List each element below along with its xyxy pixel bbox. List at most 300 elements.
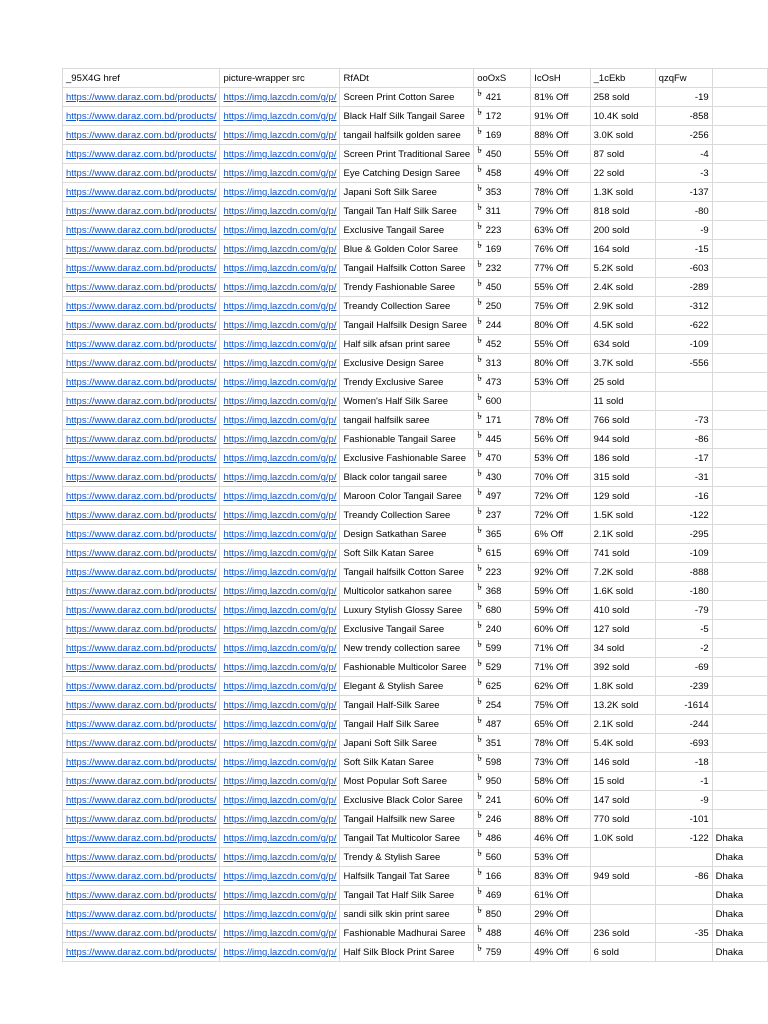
price-value: 625 [485, 681, 502, 692]
product-link[interactable]: https://www.daraz.com.bd/products/ [66, 263, 217, 274]
table-row [63, 943, 768, 962]
product-link[interactable]: https://www.daraz.com.bd/products/ [66, 890, 217, 901]
price-value: 488 [485, 928, 502, 939]
currency-symbol: ৳ [477, 316, 482, 327]
product-link[interactable]: https://www.daraz.com.bd/products/ [66, 244, 217, 255]
table-row [63, 867, 768, 886]
product-link[interactable]: https://www.daraz.com.bd/products/ [66, 282, 217, 293]
price-cell [474, 791, 531, 810]
image-link[interactable]: https://img.lazcdn.com/g/p/ [223, 624, 337, 635]
sold-count-cell: 127 sold [590, 620, 655, 639]
image-link[interactable]: https://img.lazcdn.com/g/p/ [223, 681, 337, 692]
image-link-cell [220, 658, 340, 677]
currency-symbol: ৳ [477, 734, 482, 745]
price-cell [474, 620, 531, 639]
column-header: picture-wrapper src [220, 69, 340, 88]
product-link-cell [63, 506, 220, 525]
table-row [63, 924, 768, 943]
price-cell [474, 183, 531, 202]
image-link[interactable]: https://img.lazcdn.com/g/p/ [223, 814, 337, 825]
image-link[interactable]: https://img.lazcdn.com/g/p/ [223, 700, 337, 711]
currency-symbol: ৳ [477, 297, 482, 308]
price-cell [474, 753, 531, 772]
product-link[interactable]: https://www.daraz.com.bd/products/ [66, 377, 217, 388]
product-link[interactable]: https://www.daraz.com.bd/products/ [66, 871, 217, 882]
product-link[interactable]: https://www.daraz.com.bd/products/ [66, 187, 217, 198]
product-link-cell [63, 829, 220, 848]
table-row [63, 506, 768, 525]
image-link[interactable]: https://img.lazcdn.com/g/p/ [223, 719, 337, 730]
image-link[interactable]: https://img.lazcdn.com/g/p/ [223, 415, 337, 426]
product-link[interactable]: https://www.daraz.com.bd/products/ [66, 586, 217, 597]
sold-count-cell: 949 sold [590, 867, 655, 886]
currency-symbol: ৳ [477, 468, 482, 479]
product-link-cell [63, 772, 220, 791]
price-cell [474, 563, 531, 582]
table-row [63, 753, 768, 772]
price-cell [474, 525, 531, 544]
image-link[interactable]: https://img.lazcdn.com/g/p/ [223, 890, 337, 901]
change-value-cell: -19 [655, 88, 712, 107]
image-link[interactable]: https://img.lazcdn.com/g/p/ [223, 909, 337, 920]
product-link-cell [63, 715, 220, 734]
image-link[interactable]: https://img.lazcdn.com/g/p/ [223, 643, 337, 654]
product-link[interactable]: https://www.daraz.com.bd/products/ [66, 510, 217, 521]
currency-symbol: ৳ [477, 677, 482, 688]
price-cell [474, 848, 531, 867]
image-link[interactable]: https://img.lazcdn.com/g/p/ [223, 434, 337, 445]
product-link[interactable]: https://www.daraz.com.bd/products/ [66, 206, 217, 217]
price-value: 169 [485, 244, 502, 255]
product-link[interactable]: https://www.daraz.com.bd/products/ [66, 92, 217, 103]
column-header [712, 69, 767, 88]
product-link[interactable]: https://www.daraz.com.bd/products/ [66, 814, 217, 825]
product-link[interactable]: https://www.daraz.com.bd/products/ [66, 738, 217, 749]
price-cell [474, 449, 531, 468]
price-cell [474, 772, 531, 791]
image-link-cell [220, 430, 340, 449]
column-header: ooOxS [474, 69, 531, 88]
table-row [63, 449, 768, 468]
change-value-cell: -18 [655, 753, 712, 772]
discount-cell: 69% Off [531, 544, 590, 563]
change-value-cell: -73 [655, 411, 712, 430]
product-name-cell: tangail halfsilk golden saree [340, 126, 474, 145]
image-link-cell [220, 810, 340, 829]
image-link[interactable]: https://img.lazcdn.com/g/p/ [223, 548, 337, 559]
sold-count-cell: 944 sold [590, 430, 655, 449]
product-link[interactable]: https://www.daraz.com.bd/products/ [66, 681, 217, 692]
location-cell [712, 468, 767, 487]
image-link-cell [220, 867, 340, 886]
product-link[interactable]: https://www.daraz.com.bd/products/ [66, 624, 217, 635]
sold-count-cell: 1.3K sold [590, 183, 655, 202]
table-row [63, 810, 768, 829]
product-name-cell: tangail halfsilk saree [340, 411, 474, 430]
sold-count-cell: 1.8K sold [590, 677, 655, 696]
image-link-cell [220, 943, 340, 962]
sold-count-cell: 34 sold [590, 639, 655, 658]
currency-symbol: ৳ [477, 829, 482, 840]
location-cell [712, 715, 767, 734]
discount-cell: 55% Off [531, 145, 590, 164]
table-row [63, 525, 768, 544]
image-link-cell [220, 582, 340, 601]
price-cell [474, 468, 531, 487]
currency-symbol: ৳ [477, 943, 482, 954]
currency-symbol: ৳ [477, 886, 482, 897]
sold-count-cell: 236 sold [590, 924, 655, 943]
location-cell: Dhaka [712, 943, 767, 962]
price-cell [474, 506, 531, 525]
product-name-cell: Exclusive Tangail Saree [340, 620, 474, 639]
change-value-cell: -4 [655, 145, 712, 164]
image-link[interactable]: https://img.lazcdn.com/g/p/ [223, 605, 337, 616]
location-cell [712, 164, 767, 183]
table-row [63, 430, 768, 449]
price-cell [474, 411, 531, 430]
product-link[interactable]: https://www.daraz.com.bd/products/ [66, 339, 217, 350]
image-link[interactable]: https://img.lazcdn.com/g/p/ [223, 833, 337, 844]
product-link[interactable]: https://www.daraz.com.bd/products/ [66, 472, 217, 483]
price-value: 232 [485, 263, 502, 274]
location-cell [712, 354, 767, 373]
table-row [63, 335, 768, 354]
product-link-cell [63, 183, 220, 202]
product-link-cell [63, 202, 220, 221]
discount-cell: 59% Off [531, 582, 590, 601]
product-link-cell [63, 582, 220, 601]
change-value-cell [655, 905, 712, 924]
price-value: 445 [485, 434, 502, 445]
sold-count-cell: 147 sold [590, 791, 655, 810]
change-value-cell: -31 [655, 468, 712, 487]
image-link[interactable]: https://img.lazcdn.com/g/p/ [223, 472, 337, 483]
image-link[interactable]: https://img.lazcdn.com/g/p/ [223, 111, 337, 122]
image-link[interactable]: https://img.lazcdn.com/g/p/ [223, 339, 337, 350]
product-link[interactable]: https://www.daraz.com.bd/products/ [66, 225, 217, 236]
image-link[interactable]: https://img.lazcdn.com/g/p/ [223, 662, 337, 673]
location-cell: Dhaka [712, 905, 767, 924]
product-name-cell: Trendy & Stylish Saree [340, 848, 474, 867]
product-link[interactable]: https://www.daraz.com.bd/products/ [66, 795, 217, 806]
price-value: 470 [485, 453, 502, 464]
currency-symbol: ৳ [477, 791, 482, 802]
image-link[interactable]: https://img.lazcdn.com/g/p/ [223, 301, 337, 312]
currency-symbol: ৳ [477, 696, 482, 707]
product-link[interactable]: https://www.daraz.com.bd/products/ [66, 149, 217, 160]
location-cell [712, 449, 767, 468]
currency-symbol: ৳ [477, 620, 482, 631]
change-value-cell [655, 943, 712, 962]
product-name-cell: Tangail Tat Half Silk Saree [340, 886, 474, 905]
image-link[interactable]: https://img.lazcdn.com/g/p/ [223, 92, 337, 103]
image-link-cell [220, 544, 340, 563]
product-link-cell [63, 810, 220, 829]
product-link[interactable]: https://www.daraz.com.bd/products/ [66, 168, 217, 179]
currency-symbol: ৳ [477, 392, 482, 403]
table-row [63, 411, 768, 430]
image-link-cell [220, 886, 340, 905]
price-cell [474, 582, 531, 601]
image-link[interactable]: https://img.lazcdn.com/g/p/ [223, 757, 337, 768]
product-link-cell [63, 297, 220, 316]
change-value-cell: -3 [655, 164, 712, 183]
product-name-cell: Japani Soft Silk Saree [340, 734, 474, 753]
image-link[interactable]: https://img.lazcdn.com/g/p/ [223, 871, 337, 882]
column-header: _1cEkb [590, 69, 655, 88]
discount-cell: 60% Off [531, 620, 590, 639]
product-link[interactable]: https://www.daraz.com.bd/products/ [66, 396, 217, 407]
sold-count-cell [590, 905, 655, 924]
product-link[interactable]: https://www.daraz.com.bd/products/ [66, 111, 217, 122]
image-link[interactable]: https://img.lazcdn.com/g/p/ [223, 852, 337, 863]
location-cell [712, 582, 767, 601]
discount-cell: 72% Off [531, 506, 590, 525]
sold-count-cell: 315 sold [590, 468, 655, 487]
image-link[interactable]: https://img.lazcdn.com/g/p/ [223, 149, 337, 160]
image-link[interactable]: https://img.lazcdn.com/g/p/ [223, 225, 337, 236]
image-link-cell [220, 468, 340, 487]
change-value-cell: -80 [655, 202, 712, 221]
sold-count-cell: 1.0K sold [590, 829, 655, 848]
change-value-cell: -9 [655, 221, 712, 240]
product-link[interactable]: https://www.daraz.com.bd/products/ [66, 529, 217, 540]
image-link-cell [220, 164, 340, 183]
product-link[interactable]: https://www.daraz.com.bd/products/ [66, 320, 217, 331]
image-link-cell [220, 772, 340, 791]
price-value: 759 [485, 947, 502, 958]
sold-count-cell: 2.1K sold [590, 715, 655, 734]
currency-symbol: ৳ [477, 563, 482, 574]
product-name-cell: sandi silk skin print saree [340, 905, 474, 924]
image-link-cell [220, 145, 340, 164]
image-link[interactable]: https://img.lazcdn.com/g/p/ [223, 396, 337, 407]
image-link-cell [220, 753, 340, 772]
change-value-cell: -256 [655, 126, 712, 145]
table-row [63, 848, 768, 867]
image-link-cell [220, 392, 340, 411]
image-link[interactable]: https://img.lazcdn.com/g/p/ [223, 206, 337, 217]
price-cell [474, 221, 531, 240]
product-name-cell: Exclusive Fashionable Saree [340, 449, 474, 468]
image-link[interactable]: https://img.lazcdn.com/g/p/ [223, 776, 337, 787]
price-value: 351 [485, 738, 502, 749]
price-value: 223 [485, 567, 502, 578]
location-cell [712, 696, 767, 715]
image-link[interactable]: https://img.lazcdn.com/g/p/ [223, 795, 337, 806]
product-link[interactable]: https://www.daraz.com.bd/products/ [66, 776, 217, 787]
change-value-cell: -17 [655, 449, 712, 468]
image-link[interactable]: https://img.lazcdn.com/g/p/ [223, 947, 337, 958]
table-row [63, 658, 768, 677]
product-name-cell: Black Half Silk Tangail Saree [340, 107, 474, 126]
image-link-cell [220, 696, 340, 715]
discount-cell: 78% Off [531, 734, 590, 753]
change-value-cell: -603 [655, 259, 712, 278]
product-name-cell: Half silk afsan print saree [340, 335, 474, 354]
price-cell [474, 905, 531, 924]
currency-symbol: ৳ [477, 658, 482, 669]
price-cell [474, 202, 531, 221]
currency-symbol: ৳ [477, 278, 482, 289]
image-link[interactable]: https://img.lazcdn.com/g/p/ [223, 567, 337, 578]
currency-symbol: ৳ [477, 183, 482, 194]
sold-count-cell: 11 sold [590, 392, 655, 411]
product-link[interactable]: https://www.daraz.com.bd/products/ [66, 947, 217, 958]
product-link[interactable]: https://www.daraz.com.bd/products/ [66, 491, 217, 502]
image-link[interactable]: https://img.lazcdn.com/g/p/ [223, 491, 337, 502]
product-link[interactable]: https://www.daraz.com.bd/products/ [66, 605, 217, 616]
product-name-cell: Tangail Halfsilk new Saree [340, 810, 474, 829]
change-value-cell: -1 [655, 772, 712, 791]
table-row [63, 639, 768, 658]
location-cell [712, 335, 767, 354]
location-cell: Dhaka [712, 886, 767, 905]
sold-count-cell: 7.2K sold [590, 563, 655, 582]
change-value-cell: -295 [655, 525, 712, 544]
image-link[interactable]: https://img.lazcdn.com/g/p/ [223, 263, 337, 274]
image-link[interactable]: https://img.lazcdn.com/g/p/ [223, 377, 337, 388]
product-link[interactable]: https://www.daraz.com.bd/products/ [66, 719, 217, 730]
product-name-cell: Luxury Stylish Glossy Saree [340, 601, 474, 620]
image-link[interactable]: https://img.lazcdn.com/g/p/ [223, 130, 337, 141]
price-value: 487 [485, 719, 502, 730]
location-cell [712, 221, 767, 240]
discount-cell: 71% Off [531, 658, 590, 677]
image-link[interactable]: https://img.lazcdn.com/g/p/ [223, 453, 337, 464]
image-link-cell [220, 639, 340, 658]
price-cell [474, 392, 531, 411]
product-name-cell: Tangail Half-Silk Saree [340, 696, 474, 715]
sold-count-cell: 2.1K sold [590, 525, 655, 544]
product-name-cell: Women's Half Silk Saree [340, 392, 474, 411]
table-row [63, 107, 768, 126]
discount-cell: 53% Off [531, 373, 590, 392]
product-link[interactable]: https://www.daraz.com.bd/products/ [66, 130, 217, 141]
currency-symbol: ৳ [477, 221, 482, 232]
image-link-cell [220, 601, 340, 620]
product-link[interactable]: https://www.daraz.com.bd/products/ [66, 548, 217, 559]
product-link[interactable]: https://www.daraz.com.bd/products/ [66, 567, 217, 578]
change-value-cell: -86 [655, 867, 712, 886]
price-value: 353 [485, 187, 502, 198]
table-row [63, 620, 768, 639]
image-link[interactable]: https://img.lazcdn.com/g/p/ [223, 358, 337, 369]
product-link-cell [63, 468, 220, 487]
product-link[interactable]: https://www.daraz.com.bd/products/ [66, 700, 217, 711]
product-link[interactable]: https://www.daraz.com.bd/products/ [66, 643, 217, 654]
product-link[interactable]: https://www.daraz.com.bd/products/ [66, 453, 217, 464]
image-link[interactable]: https://img.lazcdn.com/g/p/ [223, 244, 337, 255]
location-cell [712, 107, 767, 126]
image-link[interactable]: https://img.lazcdn.com/g/p/ [223, 738, 337, 749]
product-link[interactable]: https://www.daraz.com.bd/products/ [66, 662, 217, 673]
product-link[interactable]: https://www.daraz.com.bd/products/ [66, 928, 217, 939]
product-link[interactable]: https://www.daraz.com.bd/products/ [66, 833, 217, 844]
product-name-cell: Eye Catching Design Saree [340, 164, 474, 183]
product-link[interactable]: https://www.daraz.com.bd/products/ [66, 358, 217, 369]
product-link[interactable]: https://www.daraz.com.bd/products/ [66, 301, 217, 312]
product-link-cell [63, 373, 220, 392]
location-cell [712, 316, 767, 335]
image-link[interactable]: https://img.lazcdn.com/g/p/ [223, 928, 337, 939]
image-link-cell [220, 278, 340, 297]
image-link[interactable]: https://img.lazcdn.com/g/p/ [223, 510, 337, 521]
location-cell [712, 430, 767, 449]
change-value-cell: -109 [655, 335, 712, 354]
price-value: 254 [485, 700, 502, 711]
table-row [63, 715, 768, 734]
image-link-cell [220, 202, 340, 221]
price-value: 458 [485, 168, 502, 179]
product-link-cell [63, 943, 220, 962]
product-link[interactable]: https://www.daraz.com.bd/products/ [66, 434, 217, 445]
image-link[interactable]: https://img.lazcdn.com/g/p/ [223, 586, 337, 597]
price-cell [474, 354, 531, 373]
location-cell [712, 487, 767, 506]
column-header: qzqFw [655, 69, 712, 88]
image-link[interactable]: https://img.lazcdn.com/g/p/ [223, 282, 337, 293]
product-name-cell: Screen Print Cotton Saree [340, 88, 474, 107]
sold-count-cell: 766 sold [590, 411, 655, 430]
sold-count-cell: 87 sold [590, 145, 655, 164]
table-row [63, 221, 768, 240]
product-name-cell: Most Popular Soft Saree [340, 772, 474, 791]
product-link-cell [63, 658, 220, 677]
sold-count-cell: 392 sold [590, 658, 655, 677]
image-link[interactable]: https://img.lazcdn.com/g/p/ [223, 187, 337, 198]
product-name-cell: Exclusive Design Saree [340, 354, 474, 373]
product-name-cell: Trendy Exclusive Saree [340, 373, 474, 392]
price-value: 450 [485, 149, 502, 160]
price-value: 497 [485, 491, 502, 502]
price-cell [474, 810, 531, 829]
table-row [63, 259, 768, 278]
sold-count-cell: 741 sold [590, 544, 655, 563]
discount-cell: 73% Off [531, 753, 590, 772]
price-value: 950 [485, 776, 502, 787]
price-value: 223 [485, 225, 502, 236]
image-link[interactable]: https://img.lazcdn.com/g/p/ [223, 320, 337, 331]
price-value: 473 [485, 377, 502, 388]
change-value-cell: -858 [655, 107, 712, 126]
product-link-cell [63, 145, 220, 164]
table-row [63, 278, 768, 297]
currency-symbol: ৳ [477, 753, 482, 764]
product-link[interactable]: https://www.daraz.com.bd/products/ [66, 757, 217, 768]
product-link[interactable]: https://www.daraz.com.bd/products/ [66, 415, 217, 426]
product-name-cell: Fashionable Tangail Saree [340, 430, 474, 449]
change-value-cell: -109 [655, 544, 712, 563]
sold-count-cell: 634 sold [590, 335, 655, 354]
product-link[interactable]: https://www.daraz.com.bd/products/ [66, 909, 217, 920]
image-link[interactable]: https://img.lazcdn.com/g/p/ [223, 168, 337, 179]
image-link[interactable]: https://img.lazcdn.com/g/p/ [223, 529, 337, 540]
discount-cell [531, 392, 590, 411]
price-cell [474, 886, 531, 905]
change-value-cell: -5 [655, 620, 712, 639]
table-row [63, 601, 768, 620]
product-link[interactable]: https://www.daraz.com.bd/products/ [66, 852, 217, 863]
column-header: RfADt [340, 69, 474, 88]
price-cell [474, 373, 531, 392]
table-row [63, 582, 768, 601]
currency-symbol: ৳ [477, 107, 482, 118]
product-name-cell: Exclusive Tangail Saree [340, 221, 474, 240]
sold-count-cell: 2.4K sold [590, 278, 655, 297]
table-row [63, 829, 768, 848]
